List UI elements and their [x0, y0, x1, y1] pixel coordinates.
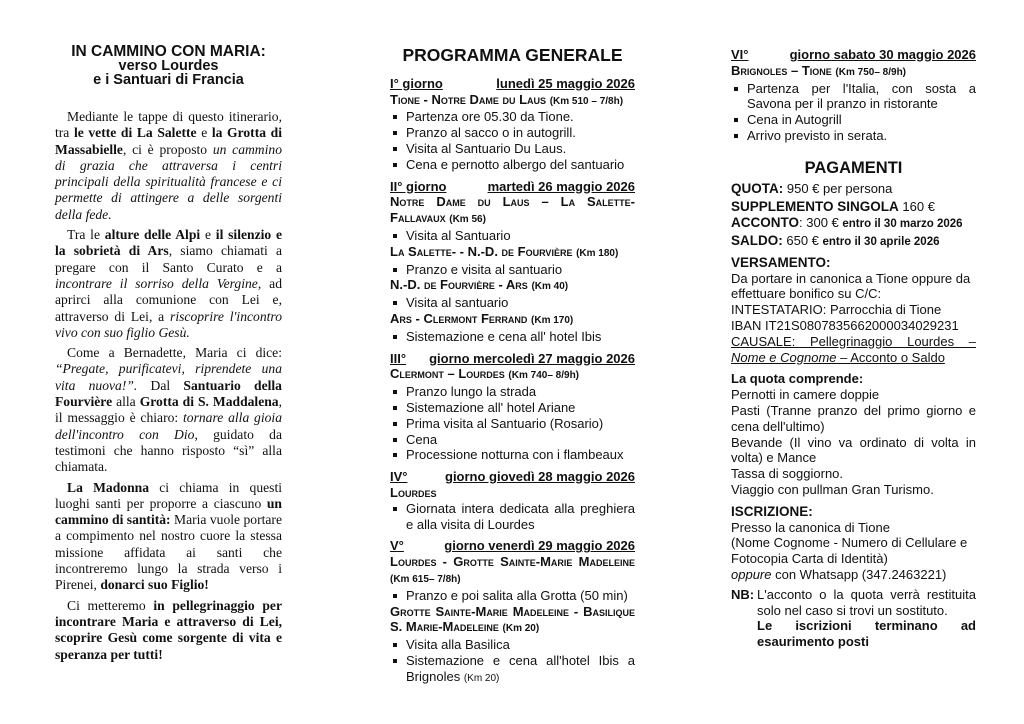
comprende-section: [731, 371, 976, 497]
text-italic: “Pregate, purificatevi, riprendete una vita nuova!”.: [55, 361, 282, 393]
comprende-label: La quota comprende:: [731, 371, 864, 387]
activity-item: Cena: [390, 432, 635, 448]
text-bold: La Madonna: [67, 479, 149, 495]
versamento-label: VERSAMENTO:: [731, 254, 831, 270]
activity-item: Processione notturna con i flambeaux: [390, 447, 635, 463]
activity-item: Visita al santuario: [390, 295, 635, 311]
day-number: V°: [390, 538, 404, 554]
day-number: I° giorno: [390, 75, 443, 91]
activity-list: [390, 228, 635, 244]
route-name: Clermont – Lourdes: [390, 366, 505, 382]
intro-paragraph-3: [55, 345, 282, 475]
route-name: Notre Dame du Laus – La Salette-Fallavaux: [390, 194, 635, 226]
text-bold: in pellegrinaggio per incontrare Maria e attraverso di Lei, scoprire Gesù come sorgente di vita e speranza per tutti!: [55, 597, 282, 662]
day-number: II° giorno: [390, 178, 447, 194]
route-km: (Km 740– 8/9h): [508, 370, 580, 382]
text: Dal: [137, 377, 184, 393]
iscrizione-text: (Nome Cognome - Numero di Cellulare e Fotocopia Carta di Identità): [731, 535, 968, 567]
quota-line: [731, 181, 976, 197]
activity-item: Pranzo lungo la strada: [390, 384, 635, 400]
whatsapp-line: [731, 567, 976, 583]
activity-item: Arrivo previsto in serata.: [731, 128, 976, 144]
text-bold: la Grotta di Massabielle: [55, 125, 282, 157]
subtitle-line-2: e i Santuari di Francia: [93, 72, 244, 88]
activity-text: Sistemazione e cena all'hotel Ibis a Brignoles: [406, 652, 635, 684]
activity-km: (Km 20): [463, 672, 500, 684]
text: , siamo chiamati a pregare con il Santo Curato e a: [55, 243, 282, 275]
day-header: [390, 179, 635, 195]
route-km: (Km 40): [531, 281, 569, 293]
comprende-item: Tassa di soggiorno.: [731, 466, 844, 482]
route: [390, 92, 635, 110]
intro-paragraph-1: [55, 109, 282, 223]
text-bold: donarci suo Figlio!: [100, 577, 209, 593]
route: [390, 554, 635, 588]
text-bold: le vette di La Salette: [73, 125, 197, 141]
iscrizione-text: Presso la canonica di Tione: [731, 519, 890, 535]
day-header: [390, 351, 635, 367]
route: [390, 244, 635, 262]
day-number: VI°: [731, 47, 749, 62]
route-name: Lourdes - Grotte Sainte-Marie Madeleine: [390, 554, 635, 570]
text-bold: Santuario della Fourvière: [55, 377, 282, 410]
activity-list: [731, 81, 976, 144]
day-2: [390, 179, 635, 345]
activity-list: [390, 637, 635, 686]
main-title: IN CAMMINO CON MARIA:: [71, 43, 266, 60]
day-3: [390, 351, 635, 464]
whatsapp-contact: con Whatsapp (347.2463221): [771, 566, 947, 582]
activity-list: [390, 329, 635, 345]
causale-dash: –: [836, 349, 851, 365]
intestatario-text: INTESTATARIO: Parrocchia di Tione: [731, 302, 942, 318]
acconto-line: [731, 215, 976, 233]
acconto-label: ACCONTO: [731, 215, 800, 231]
activity-list: [390, 109, 635, 172]
route: [390, 485, 635, 501]
day-date: giorno venerdì 29 maggio 2026: [444, 538, 635, 554]
day-date: giorno mercoledì 27 maggio 2026: [429, 350, 635, 366]
text: , guidato da testimoni che hanno risposto “sì” alla chiamata.: [55, 426, 282, 475]
text: Ci metteremo: [67, 597, 154, 613]
route-name: Grotte Sainte-Marie Madeleine - Basilique S. Marie-Madeleine: [390, 603, 635, 635]
text-italic: riscoprire l'incontro vivo con suo figlio Gesù.: [55, 308, 282, 340]
text: , ad aprirci alla comunione con Lei e, attraverso di Lei, a: [55, 275, 282, 324]
route-km: (Km 615– 7/8h): [390, 573, 461, 585]
day-header: [390, 469, 635, 485]
text-bold: Grotta di S. Maddalena: [139, 394, 279, 410]
comprende-item: Viaggio con pullman Gran Turismo.: [731, 481, 934, 497]
day-number: IV°: [390, 469, 408, 485]
day-header: [731, 47, 976, 63]
causale-prefix: CAUSALE: Pellegrinaggio Lourdes –: [731, 333, 976, 349]
text: Mediante le tappe di questo itinerario, tra: [55, 109, 282, 141]
supplemento-label: SUPPLEMENTO SINGOLA: [731, 199, 899, 215]
route-name: Brignoles – Tione: [731, 62, 832, 78]
route-km: (Km 180): [576, 247, 619, 259]
saldo-label: SALDO:: [731, 232, 783, 248]
causale-type: Acconto o Saldo: [850, 349, 945, 365]
activity-list: [390, 262, 635, 278]
route: [390, 277, 635, 295]
text: alla: [112, 394, 140, 410]
causale-text: [731, 334, 976, 366]
activity-item: [390, 653, 635, 687]
activity-item: Pranzo e visita al santuario: [390, 262, 635, 278]
intro-paragraph-5: [55, 598, 282, 663]
route: [731, 63, 976, 81]
route: [390, 194, 635, 228]
text: Maria vuole portare a compimento nel nostro cuore la stessa missione affidata ai santi che incontreremo lungo la strada verso i Pirenei,: [55, 512, 282, 593]
supplemento-line: [731, 199, 976, 215]
causale-name: Nome e Cognome: [731, 349, 837, 365]
activity-item: Cena e pernotto albergo del santuario: [390, 157, 635, 173]
activity-item: Prima visita al Santuario (Rosario): [390, 416, 635, 432]
activity-item: Visita al Santuario: [390, 228, 635, 244]
activity-item: Giornata intera dedicata alla preghiera e alla visita di Lourdes: [390, 501, 635, 533]
route-name: Lourdes: [390, 484, 437, 500]
route-name: La Salette- - N.-D. de Fourvière: [390, 243, 573, 259]
text-bold: alture delle Alpi: [104, 227, 201, 243]
activity-list: [390, 384, 635, 463]
text-italic: un cammino di grazia che attraversa i centri principali della spiritualità francese e ci permette di attingere a delle sorgenti della fede.: [55, 141, 282, 222]
text: Come a Bernadette, Maria ci dice:: [67, 345, 282, 361]
route-km: (Km 750– 8/9h): [835, 66, 907, 78]
oppure-word: oppure: [731, 566, 772, 582]
activity-item: Partenza per l'Italia, con sosta a Savona per il pranzo in ristorante: [731, 81, 976, 113]
pagamenti-title: PAGAMENTI: [804, 158, 903, 177]
route: [390, 604, 635, 638]
nb-label: NB:: [731, 586, 755, 602]
text-italic: incontrare il sorriso della Vergine: [55, 275, 258, 291]
right-column: [731, 47, 976, 650]
comprende-item: Bevande (Il vino va ordinato di volta in volta) e Mance: [731, 434, 976, 466]
activity-item: Pranzo e poi salita alla Grotta (50 min): [390, 588, 635, 604]
day-5: [390, 538, 635, 686]
activity-list: [390, 588, 635, 604]
supplemento-value: 160 €: [898, 199, 935, 215]
text: ci chiama in questi luoghi santi per proporre a ciascuno: [55, 479, 282, 511]
day-date: martedì 26 maggio 2026: [487, 178, 635, 194]
intro-column: [55, 44, 282, 667]
versamento-text: Da portare in canonica a Tione oppure da effettuare bonifico su C/C:: [731, 270, 971, 302]
activity-item: Visita al Santuario Du Laus.: [390, 141, 635, 157]
activity-item: Sistemazione all' hotel Ariane: [390, 400, 635, 416]
activity-item: Partenza ore 05.30 da Tione.: [390, 109, 635, 125]
activity-item: Sistemazione e cena all' hotel Ibis: [390, 329, 635, 345]
quota-label: QUOTA:: [731, 180, 784, 196]
saldo-line: [731, 233, 976, 251]
route: [390, 366, 635, 384]
nb-note: [731, 587, 976, 650]
intro-paragraph-2: [55, 227, 282, 341]
activity-item: Pranzo al sacco o in autogrill.: [390, 125, 635, 141]
subtitle-line-1: verso Lourdes: [118, 58, 219, 74]
text: Tra le: [67, 227, 105, 243]
route-name: Ars - Clermont Ferrand: [390, 310, 528, 326]
day-header: [390, 76, 635, 92]
day-date: lunedì 25 maggio 2026: [496, 75, 635, 91]
saldo-value: 650 €: [782, 232, 823, 248]
text: , il messaggio è chiaro:: [55, 394, 283, 426]
day-1: [390, 76, 635, 173]
activity-item: Visita alla Basilica: [390, 637, 635, 653]
comprende-item: Pernotti in camere doppie: [731, 387, 880, 403]
text-bold: un cammino di santità:: [55, 495, 282, 528]
saldo-deadline: entro il 30 aprile 2026: [822, 235, 940, 248]
text-italic: tornare alla gioia dell'incontro con Dio: [55, 410, 283, 442]
acconto-deadline: entro il 30 marzo 2026: [842, 218, 963, 231]
nb-deadline-text: Le iscrizioni terminano ad esaurimento posti: [757, 618, 976, 650]
route-km: (Km 20): [502, 623, 540, 635]
iban-text: IBAN IT21S0807835662000034029231: [731, 317, 959, 333]
iscrizione-section: [731, 504, 976, 583]
text: e: [200, 227, 216, 243]
intro-paragraph-4: [55, 480, 282, 594]
route-name: N.-D. de Fourvière - Ars: [390, 277, 528, 293]
route-km: (Km 56): [449, 214, 486, 226]
quota-value: 950 € per persona: [783, 180, 893, 196]
route-name: Tione - Notre Dame du Laus: [390, 91, 547, 107]
programma-title: PROGRAMMA GENERALE: [402, 45, 623, 65]
nb-text: L'acconto o la quota verrà restituita solo nel caso si trovi un sostituto.: [757, 586, 976, 618]
day-date: giorno giovedì 28 maggio 2026: [445, 469, 635, 485]
route-km: (Km 510 – 7/8h): [549, 95, 624, 107]
activity-list: [390, 295, 635, 311]
comprende-item: Pasti (Tranne pranzo del primo giorno e cena dell'ultimo): [731, 402, 976, 434]
activity-list: [390, 501, 635, 533]
day-date: giorno sabato 30 maggio 2026: [789, 47, 976, 62]
versamento-section: [731, 255, 976, 366]
text: e: [196, 125, 212, 141]
programma-column: [390, 46, 635, 686]
iscrizione-label: ISCRIZIONE:: [731, 503, 813, 519]
day-4: [390, 469, 635, 532]
day-6: [731, 47, 976, 144]
text: , ci è proposto: [122, 141, 213, 157]
day-number: III°: [390, 350, 407, 366]
acconto-value: : 300 €: [799, 215, 843, 231]
route: [390, 311, 635, 329]
text-bold: il silenzio e la sobrietà di Ars: [55, 227, 282, 259]
route-km: (Km 170): [531, 314, 574, 326]
activity-item: Cena in Autogrill: [731, 112, 976, 128]
day-header: [390, 538, 635, 554]
